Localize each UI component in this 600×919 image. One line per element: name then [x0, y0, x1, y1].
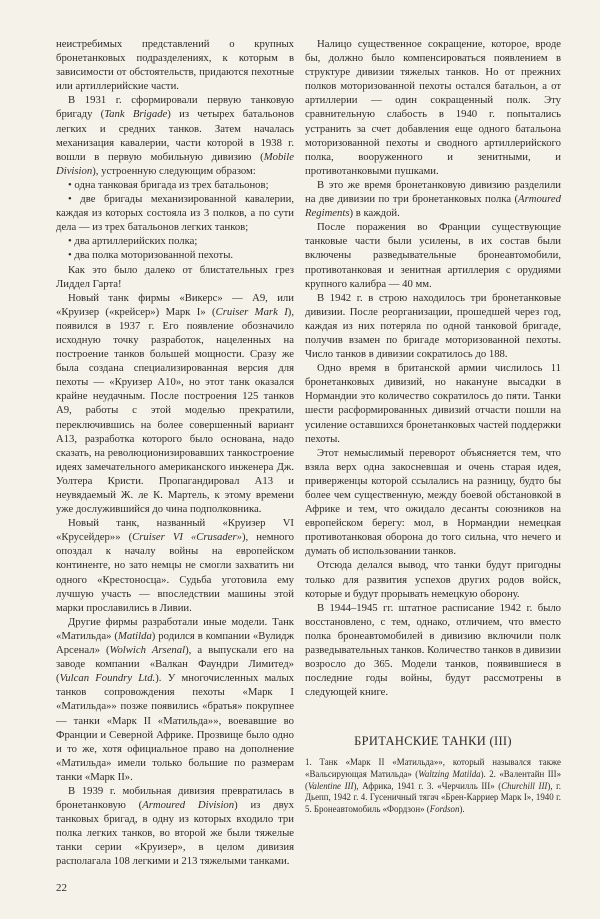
italic-term: Churchill III — [501, 780, 548, 791]
paragraph — [56, 234, 294, 248]
paragraph — [56, 93, 294, 178]
paragraph — [305, 361, 561, 446]
text-run: Новый танк, названный «Круизер VI «Крусейдер»» ( — [56, 517, 294, 544]
text-run: После поражения во Франции существующие танковые части были усилены, в их состав были включены разведывательные бронеавтомобили, противотанковая и зенитная артиллерия с орудиями крупного калибра — 40 мм. — [305, 221, 561, 290]
text-run: • два артиллерийских полка; — [68, 235, 198, 248]
text-run: неистребимых представлений о крупных бронетанковых подразделениях, к которым в зависимости от обстоятельств, придаются пехотные или артиллерийские части. — [56, 38, 294, 93]
plate-caption — [305, 757, 561, 815]
italic-term: Vulcan Foundry Ltd. — [59, 672, 156, 685]
italic-term: Cruiser VI «Crusader» — [132, 531, 242, 544]
text-run: В это же время бронетанковую дивизию разделили на две дивизии по три бронетанковых полка ( — [305, 178, 561, 206]
italic-term: Tank Brigade — [104, 108, 168, 121]
text-run: В 1939 г. мобильная дивизия превратилась в бронетанковую ( — [56, 784, 294, 812]
text-run: ), появился в 1937 г. Его появление обозначило исходную точку разработок, нацеленных на построение танков большей мощности. Сразу же была создана специализированная версия для пехоты — «Круизер А10», но этот танк оказался крайне неудачным. После построения 125 танков А9, работы с этой моделью прекратили, переключившись на более совершенный вариант А13, разработка которого было основана, надо сказать, на революционизировавших танкостроение идеях замечательного американского инженера Дж. Уолтера Кристи. Пропагандировал А13 и неувядаемый Ж. ле К. Мартель, к этому времени уже дослужившийся до чина подполковника. — [56, 305, 295, 516]
italic-term: Waltzing Matilda — [418, 769, 481, 779]
plate-heading: БРИТАНСКИЕ ТАНКИ (III) — [354, 734, 512, 749]
text-run: • одна танковая бригада из трех батальонов; — [68, 178, 269, 191]
paragraph — [305, 220, 561, 290]
text-run: • две бригады механизированной кавалерии, каждая из которых состояла из 3 полков, а по сути дела — из трех батальонов легких танков; — [56, 193, 294, 234]
paragraph — [56, 615, 294, 784]
right-text-column — [305, 37, 561, 699]
paragraph — [56, 192, 294, 234]
paragraph — [305, 291, 561, 361]
italic-term: Armoured Division — [142, 799, 235, 812]
caption-text — [305, 757, 561, 815]
text-run: Налицо существенное сокращение, которое, вроде бы, должно было компенсироваться появлением в структуре дивизии тяжелых танков. Но от прежних полков моторизованной пехоты остался батальон, а от артиллерии — один сокращенный полк. Эту сравнительную слабость в 1940 г. попытались устранить за счет добавления еще одного батальона моторизованной пехоты и сводного артиллерийского полка, вооруженного и зенитными, и противотанковыми пушками. — [305, 38, 561, 177]
paragraph — [56, 248, 294, 262]
paragraph — [56, 178, 294, 192]
paragraph — [305, 601, 561, 700]
text-run: ). У многочисленных малых танков сопровождения пехоты «Марк I «Матильда»» позже появились «братья» покрупнее — танки «Марк II «Матильда»», воевавшие во Франции и Северной Африке. Прозвище было одно и то же, хотя официальное право на дополнение «Матильда» имели только большие по размерам танки «Марк II». — [56, 672, 294, 783]
text-run: ), немного опоздал к началу войны на европейском континенте, но зато немцы не смогли захватить ни одного «Крестоносца». Судьба уготовила ему лучшую участь — впоследствии машины этой марки прославились в Ливии. — [56, 531, 294, 614]
text-run: Одно время в британской армии числилось 11 бронетанковых дивизий, но накануне высадки в Нормандии это количество сократилось до пяти. Танки шести расформированных дивизий отчасти пошли на усиление оставшихся бронетанковых частей поддержки пехоты. — [305, 362, 561, 445]
text-run: ). — [459, 803, 465, 814]
paragraph — [305, 37, 561, 178]
text-run: Новый танк фирмы «Викерс» — А9, или «Круизер («крейсер») Марк I» ( — [56, 291, 294, 318]
italic-term: Matilda — [117, 629, 152, 642]
text-run: В 1944–1945 гг. штатное расписание 1942 г. было восстановлено, с тем, однако, отличием, что вместо полка бронеавтомобилей в дивизию включили полк разведывательных танков. Количество танков в дивизии возросло до 365. Модели танков, появившиеся в последние годы войны, будут рассмотрены в следующей книге. — [305, 601, 561, 699]
text-run: ), г. Дьепп, 1942 г. 4. Гусеничный тягач «Брен-Карриер Марк I», 1940 г. 5. Бронеавтомобиль «Фордзон» ( — [305, 780, 562, 814]
text-run: ), Африка, 1941 г. 3. «Черчилль III» ( — [353, 780, 502, 791]
text-run: • два полка моторизованной пехоты. — [68, 249, 234, 262]
text-run: В 1942 г. в строю находилось три бронетанковые дивизии. После реорганизации, прошедшей через год, каждая из них потеряла по одной танковой бригаде, получив взамен по бригаде моторизованной пехоты. Число танков в дивизии сократилось до 188. — [305, 291, 561, 361]
text-run: ) из двух танковых бригад, в одну из которых входило три полка легких танков, во второй же были тяжелые танки серии «Круизер», в целом дивизия располагала 108 легкими и 213 тяжелыми танками. — [56, 799, 294, 868]
text-run: ) из четырех батальонов легких и средних танков. Затем началась механизация кавалерии, части которой в 1938 г. вошли в первую мобильную дивизию ( — [56, 108, 295, 163]
paragraph — [56, 263, 294, 291]
italic-term: Armoured Regiments — [305, 193, 561, 220]
page-number: 22 — [56, 881, 67, 894]
right-page-column — [305, 37, 561, 815]
italic-term: Cruiser Mark I — [215, 305, 288, 318]
paragraph — [56, 784, 294, 869]
paragraph — [56, 516, 294, 615]
text-run: Отсюда делался вывод, что танки будут пригодны только для развития успехов других родов войск, которые и будут прорывать немецкую оборону. — [305, 559, 561, 600]
text-run: ) родился в компании «Вулидж Арсенал» ( — [56, 629, 294, 657]
paragraph — [305, 558, 561, 600]
italic-term: Valentine III — [307, 780, 354, 791]
italic-term: Fordson — [429, 803, 460, 814]
text-run: Как это было далеко от блистательных грез Лиддел Гарта! — [56, 263, 294, 290]
paragraph — [56, 37, 294, 93]
italic-term: Mobile Division — [56, 150, 294, 177]
text-run: ) в каждой. — [349, 207, 400, 220]
paragraph — [305, 446, 561, 559]
text-run: Другие фирмы разработали иные модели. Танк «Матильда» ( — [56, 615, 294, 642]
text-run: ), устроенную следующим образом: — [92, 164, 256, 177]
left-text-column — [56, 37, 294, 869]
text-run: ), а выпускали его на заводе компании «Валкан Фаундри Лимитед» ( — [56, 644, 294, 685]
text-run: В 1931 г. сформировали первую танковую бригаду ( — [56, 94, 294, 121]
text-run: ). 2. «Валентайн III» ( — [305, 769, 562, 791]
paragraph — [305, 178, 561, 220]
paragraph — [56, 291, 294, 517]
text-run: Этот немыслимый переворот объясняется тем, что взяла верх одна закосневшая и очень старая идея, приверженцы которой ссылались на разницу, будто бы более чем существенную, между боевой обстановкой в Африке и тем, что ожидало десанты союзников на европейском берегу: мол, в Нормандии немецкая противотанковая оборона до того сильна, что нечего и думать об использовании танков. — [305, 446, 561, 558]
left-page-column — [56, 37, 294, 895]
italic-term: Wolwich Arsenal — [109, 644, 186, 657]
text-run: 1. Танк «Марк II «Матильда»», который назывался также «Вальсирующая Матильда» ( — [305, 757, 561, 779]
